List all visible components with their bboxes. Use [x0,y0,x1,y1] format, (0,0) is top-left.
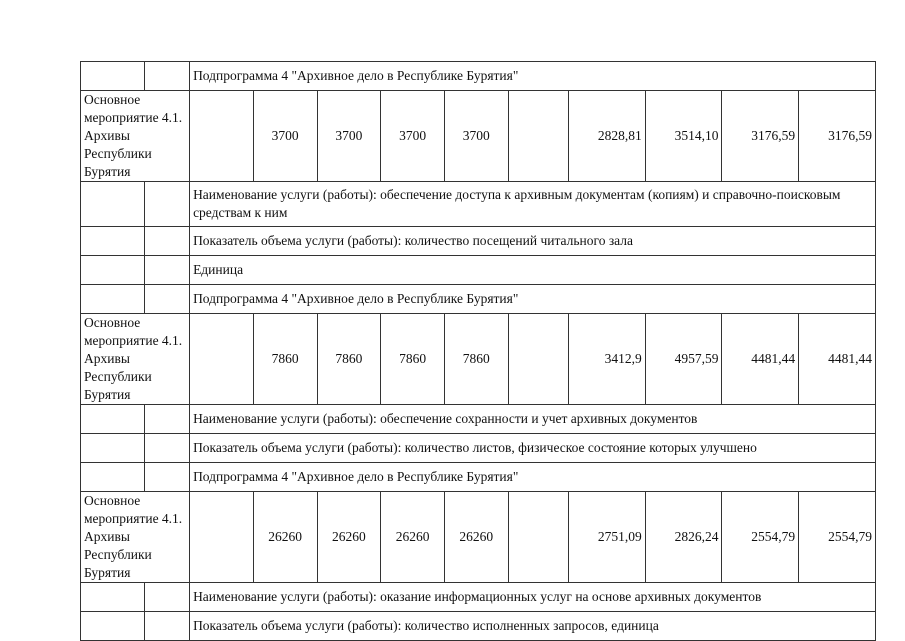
service-cell: Наименование услуги (работы): оказание информационных услуг на основе архивных документов [190,583,876,612]
value-cell: 2554,79 [799,492,876,583]
value-cell: 7860 [317,314,381,405]
service-cell: Наименование услуги (работы): обеспечение доступа к архивным документам (копиям) и справочно-поисковым средствам к ним [190,182,876,227]
table-row [81,492,876,583]
indicator-cell: Показатель объема услуги (работы): количество посещений читального зала [190,227,876,256]
value-cell: 4957,59 [645,314,722,405]
value-cell [508,314,568,405]
value-cell: 3700 [444,91,508,182]
unit-cell: Единица [190,256,876,285]
value-cell: 26260 [444,492,508,583]
value-cell: 3700 [317,91,381,182]
value-cell: 3514,10 [645,91,722,182]
indicator-cell: Показатель объема услуги (работы): количество исполненных запросов, единица [190,612,876,641]
activity-cell: Основное мероприятие 4.1. Архивы Республики Бурятия [81,91,190,182]
value-cell: 4481,44 [799,314,876,405]
table-row [81,256,876,285]
value-cell: 4481,44 [722,314,799,405]
table-row [81,463,876,492]
value-cell: 3176,59 [722,91,799,182]
value-cell: 2554,79 [722,492,799,583]
table-row [81,314,876,405]
value-cell: 7860 [253,314,317,405]
activity-cell: Основное мероприятие 4.1. Архивы Республики Бурятия [81,492,190,583]
table-row [81,434,876,463]
value-cell: 2826,24 [645,492,722,583]
table-row [81,182,876,227]
subprogram-cell: Подпрограмма 4 "Архивное дело в Республике Бурятия" [190,463,876,492]
table-row [81,612,876,641]
value-cell: 3700 [381,91,445,182]
table-row [81,285,876,314]
value-cell: 3700 [253,91,317,182]
value-cell: 7860 [444,314,508,405]
table-row [81,227,876,256]
value-cell: 2751,09 [569,492,646,583]
service-cell: Наименование услуги (работы): обеспечение сохранности и учет архивных документов [190,405,876,434]
subprogram-cell: Подпрограмма 4 "Архивное дело в Республике Бурятия" [190,62,876,91]
value-cell: 3412,9 [569,314,646,405]
value-cell: 2828,81 [569,91,646,182]
value-cell: 26260 [317,492,381,583]
value-cell: 26260 [253,492,317,583]
document-table [80,61,876,641]
value-cell [508,492,568,583]
activity-cell: Основное мероприятие 4.1. Архивы Республики Бурятия [81,314,190,405]
indicator-cell: Показатель объема услуги (работы): количество листов, физическое состояние которых улучшено [190,434,876,463]
value-cell: 7860 [381,314,445,405]
table-row [81,91,876,182]
value-cell: 26260 [381,492,445,583]
value-cell [508,91,568,182]
table-row [81,62,876,91]
subprogram-cell: Подпрограмма 4 "Архивное дело в Республике Бурятия" [190,285,876,314]
value-cell: 3176,59 [799,91,876,182]
table-row [81,405,876,434]
table-row [81,583,876,612]
